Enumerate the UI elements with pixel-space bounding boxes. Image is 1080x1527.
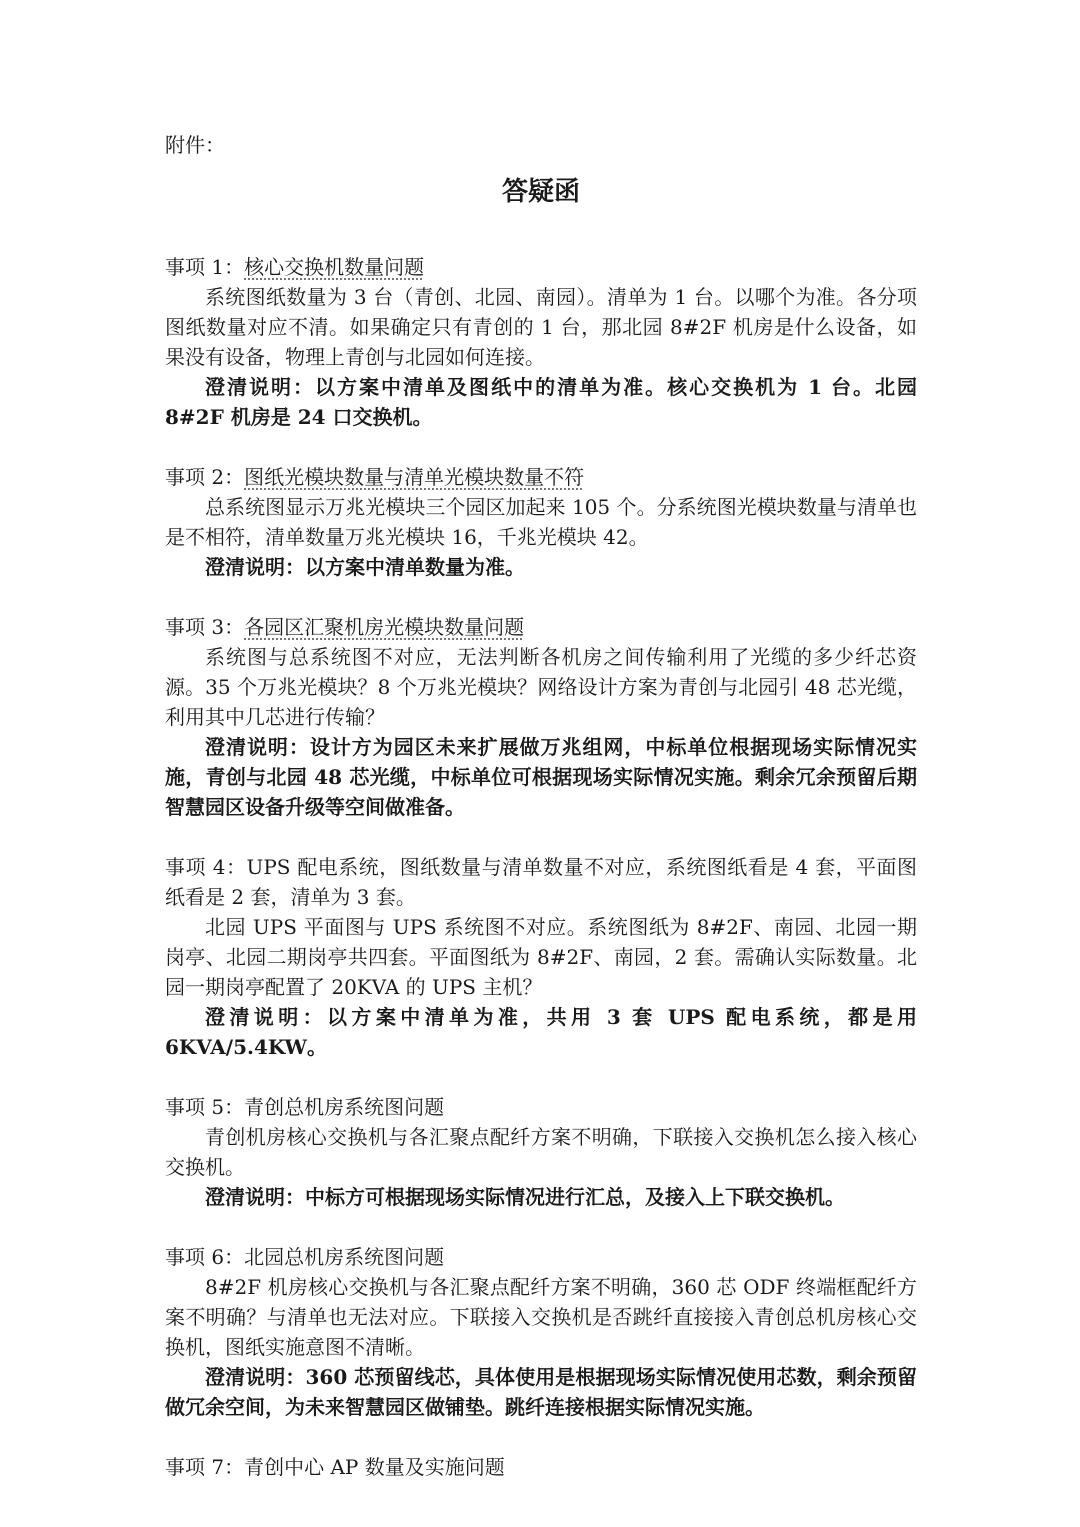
- document-page: [165, 128, 917, 1512]
- document-title: 答疑函: [501, 177, 580, 207]
- item-topic: 青创总机房系统图问题: [244, 1095, 445, 1119]
- item-label: 事项 2：: [165, 465, 245, 489]
- item-heading: [165, 852, 917, 912]
- item-label: 事项 6：: [165, 1245, 245, 1269]
- item-clarification: 澄清说明：以方案中清单为准，共用 3 套 UPS 配电系统，都是用 6KVA/5.4KW。: [165, 1005, 917, 1059]
- item-heading: [165, 1452, 917, 1482]
- item-7: [165, 1452, 917, 1482]
- item-3: [165, 612, 917, 822]
- item-heading: [165, 612, 917, 642]
- item-label: 事项 1：: [165, 255, 245, 279]
- item-heading: [165, 462, 917, 492]
- item-description: 总系统图显示万兆光模块三个园区加起来 105 个。分系统图光模块数量与清单也是不相符，清单数量万兆光模块 16，千兆光模块 42。: [165, 495, 917, 549]
- item-label: 事项 4：: [165, 855, 247, 879]
- item-clarification: 澄清说明：以方案中清单及图纸中的清单为准。核心交换机为 1 台。北园 8#2F 机房是 24 口交换机。: [165, 375, 917, 429]
- item-topic: 核心交换机数量问题: [244, 255, 425, 279]
- item-clarification: 澄清说明：设计方为园区未来扩展做万兆组网，中标单位根据现场实际情况实施，青创与北园 48 芯光缆，中标单位可根据现场实际情况实施。剩余冗余预留后期智慧园区设备升级等空间做准备。: [165, 735, 917, 819]
- item-description: 青创机房核心交换机与各汇聚点配纤方案不明确，下联接入交换机怎么接入核心交换机。: [165, 1125, 917, 1179]
- item-clarification: 澄清说明：360 芯预留线芯，具体使用是根据现场实际情况使用芯数，剩余预留做冗余空间，为未来智慧园区做铺垫。跳纤连接根据实际情况实施。: [165, 1365, 917, 1419]
- item-topic: 图纸光模块数量与清单光模块数量不符: [244, 465, 585, 489]
- item-heading: [165, 1092, 917, 1122]
- item-description: 系统图与总系统图不对应，无法判断各机房之间传输利用了光缆的多少纤芯资源。35 个万兆光模块？8 个万兆光模块？网络设计方案为青创与北园引 48 芯光缆，利用其中几芯进行传输？: [165, 645, 917, 729]
- item-2: [165, 462, 917, 582]
- item-heading: [165, 252, 917, 282]
- item-description: 8#2F 机房核心交换机与各汇聚点配纤方案不明确，360 芯 ODF 终端框配纤方案不明确？与清单也无法对应。下联接入交换机是否跳纤直接接入青创总机房核心交换机，图纸实施意图不清晰。: [165, 1275, 917, 1359]
- item-clarification: 澄清说明：中标方可根据现场实际情况进行汇总，及接入上下联交换机。: [205, 1185, 845, 1209]
- item-description: 系统图纸数量为 3 台（青创、北园、南园）。清单为 1 台。以哪个为准。各分项图纸数量对应不清。如果确定只有青创的 1 台，那北园 8#2F 机房是什么设备，如果没有设备，物理上青创与北园如何连接。: [165, 285, 917, 369]
- item-4: [165, 852, 917, 1062]
- attachment-label: 附件：: [165, 133, 225, 157]
- item-label: 事项 7：: [165, 1455, 245, 1479]
- item-label: 事项 5：: [165, 1095, 245, 1119]
- item-topic: 各园区汇聚机房光模块数量问题: [244, 615, 525, 639]
- item-heading: [165, 1242, 917, 1272]
- item-topic: 北园总机房系统图问题: [244, 1245, 445, 1269]
- item-description: 北园 UPS 平面图与 UPS 系统图不对应。系统图纸为 8#2F、南园、北园一期岗亭、北园二期岗亭共四套。平面图纸为 8#2F、南园，2 套。需确认实际数量。北园一期岗亭配置了 20KVA 的 UPS 主机？: [165, 915, 917, 999]
- item-5: [165, 1092, 917, 1212]
- item-topic: 青创中心 AP 数量及实施问题: [244, 1455, 505, 1479]
- item-6: [165, 1242, 917, 1422]
- item-topic: UPS 配电系统，图纸数量与清单数量不对应，系统图纸看是 4 套，平面图纸看是 2 套，清单为 3 套。: [165, 855, 917, 909]
- item-1: [165, 252, 917, 432]
- item-label: 事项 3：: [165, 615, 245, 639]
- item-clarification: 澄清说明：以方案中清单数量为准。: [205, 555, 525, 579]
